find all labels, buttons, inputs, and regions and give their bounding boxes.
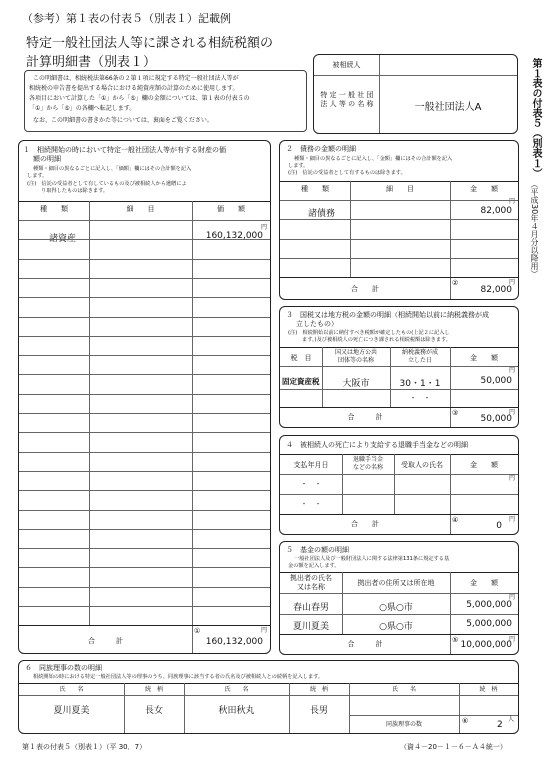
- col-header-body: 団体等の名称: [337, 357, 374, 364]
- section6-directors: [18, 660, 519, 734]
- table-row-line: [19, 374, 270, 375]
- section5-note: 金の額を記入します。: [288, 563, 340, 569]
- intro-line: なお、この明細書の書きかた等については、裏面をご覧ください。: [33, 117, 213, 124]
- section1-total-value: 160,132,000: [205, 637, 263, 647]
- section4-total-label: 合 計: [351, 520, 379, 528]
- director-name: 夏川夏美: [53, 706, 90, 716]
- section3-total-label: 合 計: [347, 413, 383, 421]
- col-header-date: 立した日: [407, 357, 432, 364]
- col-header-tax: 税 目: [290, 354, 312, 362]
- total-mark-5: ⑤: [452, 636, 459, 644]
- col-header-kind: 種 類: [301, 185, 329, 193]
- col-header-detail: 細 目: [126, 205, 155, 213]
- section3-note: (注) 相続開始以前に納付すべき税額が確定したもの(上記２に記入し: [288, 330, 450, 336]
- section6-table: [19, 683, 518, 733]
- total-mark-3: ③: [452, 409, 459, 417]
- col-header-body: 国又は地方公共: [334, 349, 377, 356]
- table-row-line: [19, 567, 270, 568]
- col-header-contributor: 又は名称: [297, 583, 325, 591]
- section3-taxes: [279, 306, 519, 428]
- section1-note: 種類・細目の異なるごとに記入し、「価額」欄にはその合計額を記入: [33, 166, 192, 172]
- unit-label: 円: [261, 224, 268, 231]
- total-mark-4: ④: [452, 516, 459, 524]
- table-row-line: [19, 548, 270, 549]
- table-row-line: [280, 219, 518, 220]
- table-row-line: [19, 297, 270, 298]
- intro-line: 各項目において計算した「①」から「⑤」欄の金額については、第１表の付表５の: [29, 95, 250, 102]
- table-row-line: [19, 432, 270, 433]
- table-row-line: [280, 239, 518, 240]
- contributor-address: ○県○市: [379, 622, 413, 632]
- unit-label: 円: [509, 279, 516, 286]
- table-row-line: [19, 336, 270, 337]
- section1-note: (注) 信託の受益者として有しているもの及び被相続人から遺贈によ: [27, 181, 187, 187]
- section1-total-label: 合 計: [88, 637, 123, 645]
- intro-box: [24, 70, 307, 132]
- col-header-name: 氏 名: [224, 686, 249, 693]
- table-row-line: [19, 510, 270, 511]
- section3-title: ３ 国税又は地方税の金額の明細（相続開始以前に納税義務が成: [286, 311, 489, 319]
- col-header-relation: 続 柄: [144, 686, 163, 693]
- col-header-date: 納税義務が成: [401, 349, 438, 356]
- section3-note: ます。)及び被相続人の死亡につき課される相続税額は除きます。: [302, 337, 451, 343]
- section1-note: します。: [27, 173, 48, 179]
- section2-note: します。: [288, 163, 309, 169]
- side-period-label: （平成30年４月分以降用）: [530, 180, 539, 279]
- contributor-amount: 5,000,000: [466, 600, 512, 610]
- section5-title: ５ 基金の額の明細: [286, 546, 349, 554]
- section5-fund: [279, 541, 519, 655]
- total-mark-1: ①: [194, 627, 201, 635]
- section4-total-value: 0: [496, 521, 502, 531]
- section4-retirement: [279, 435, 519, 535]
- tax-item: 固定資産税: [282, 377, 320, 386]
- unit-label: 円: [509, 367, 516, 374]
- section4-title: ４ 被相続人の死亡により支給する退職手当金などの明細: [286, 441, 468, 449]
- col-header-name: 氏 名: [391, 686, 416, 693]
- empty-date: ・ ・: [409, 394, 431, 402]
- page-header-title: （参考）第１表の付表５（別表１）記載例: [22, 12, 231, 25]
- intro-line: 「①」から「⑤」の各欄へ転記します。: [29, 105, 136, 112]
- unit-label: 円: [261, 627, 268, 634]
- tax-authority: 大阪市: [342, 379, 370, 389]
- section1-note: り取得したものは除きます。: [41, 188, 109, 194]
- section1-title: １ 相続開始の時において特定一般社団法人等が有する財産の価: [23, 146, 226, 154]
- form-title-line1: 特定一般社団法人等に課される相続税額の: [26, 36, 274, 51]
- col-header-amount: 金 額: [470, 579, 498, 587]
- section4-table: [280, 454, 518, 534]
- section5-total-label: 合 計: [347, 640, 383, 648]
- col-header-date: 支払年月日: [293, 461, 329, 469]
- unit-label: 円: [509, 516, 516, 523]
- section3-total-value: 50,000: [480, 414, 512, 424]
- col-header-value: 価 額: [217, 205, 245, 213]
- contributor-name: 春山春男: [292, 603, 329, 613]
- intro-line: 相続税の申告書を提出する場合における純資産額の計算のために使用します。: [29, 85, 239, 92]
- unit-label: 円: [509, 594, 516, 601]
- section2-title: ２ 債務の金額の明細: [286, 145, 356, 153]
- director-count-value: 2: [497, 720, 503, 730]
- section2-total-value: 82,000: [480, 285, 512, 295]
- col-header-name: などの名称: [352, 464, 383, 471]
- table-row-line: [19, 587, 270, 588]
- col-header-relation: 続 柄: [309, 686, 328, 693]
- section5-note: 一般社団法人及び一般財団法人に関する法律第131条に規定する基: [294, 556, 450, 562]
- section2-total-label: 合 計: [351, 285, 379, 293]
- director-relation: 長女: [144, 706, 163, 716]
- debt-kind: 諸債務: [308, 209, 336, 219]
- contributor-amount: 5,000,000: [466, 619, 512, 629]
- empty-date: ・ ・: [300, 480, 322, 488]
- decedent-corp-box: [313, 54, 518, 134]
- section2-note: 種類・細目の異なるごとに記入し、「金額」欄にはその合計額を記入: [294, 156, 453, 162]
- director-relation: 長男: [309, 706, 328, 716]
- col-header-recipient: 受取人の氏名: [401, 461, 443, 469]
- table-row-line: [19, 278, 270, 279]
- table-row-line: [19, 490, 270, 491]
- table-row-line: [19, 413, 270, 414]
- section5-total-value: 10,000,000: [460, 640, 512, 650]
- table-row-line: [19, 355, 270, 356]
- unit-label: 円: [509, 198, 516, 205]
- section3-title: 立したもの）: [296, 320, 338, 328]
- section3-table: [280, 347, 518, 427]
- col-header-name: 氏 名: [59, 686, 84, 693]
- asset-value: 160,132,000: [205, 231, 263, 241]
- col-header-name: 退職手当金: [352, 456, 383, 463]
- total-mark-2: ②: [452, 279, 459, 287]
- corp-name-label: 特 定 一 般 社 団 法 人 等 の 名 称: [320, 91, 374, 108]
- section2-table: [280, 181, 518, 299]
- asset-kind: 諸資産: [49, 234, 77, 244]
- unit-label: 円: [509, 636, 516, 643]
- unit-label: 人: [508, 716, 515, 723]
- section1-table: [19, 201, 270, 653]
- section1-title: 額の明細: [33, 155, 61, 163]
- contributor-address: ○県○市: [379, 603, 413, 613]
- side-form-label: 第１表の付表５（別表１）: [530, 58, 541, 178]
- footer-print-code: （資４－20－１－６－Ａ４統一）: [400, 743, 507, 751]
- decedent-label: 被相続人: [332, 61, 361, 69]
- unit-label: 円: [509, 475, 516, 482]
- footer-form-code: 第１表の付表５（別表１）（平 30．7）: [22, 743, 147, 751]
- section2-note: (注) 信託の受益者として有するものは除きます。: [288, 170, 406, 176]
- section6-title: ６ 同族理事の数の明細: [25, 664, 102, 672]
- col-header-amount: 金 額: [470, 185, 498, 193]
- table-row-line: [19, 239, 270, 240]
- section1-assets: [18, 140, 271, 654]
- section2-debts: [279, 140, 519, 300]
- col-header-contributor: 拠出者の氏名: [290, 574, 332, 582]
- tax-amount: 50,000: [480, 376, 512, 386]
- contributor-name: 夏川夏美: [292, 622, 329, 632]
- intro-line: この明細書は、相続税法第66条の２第１項に規定する特定一般社団法人等が: [33, 75, 239, 82]
- director-name: 秋田秋丸: [218, 706, 255, 716]
- table-row-line: [19, 259, 270, 260]
- section6-note: 相続開始の時における特定一般社団法人等の理事のうち、同族理事に該当する者の氏名及び被相続人との続柄を記入します。: [33, 674, 324, 680]
- table-row-line: [19, 529, 270, 530]
- empty-date: ・ ・: [300, 500, 322, 508]
- table-row-line: [19, 452, 270, 453]
- col-header-amount: 金 額: [470, 354, 498, 362]
- table-row-line: [19, 394, 270, 395]
- tax-date: 30・1・1: [399, 379, 441, 389]
- director-count-label: 同族理事の数: [385, 721, 422, 728]
- table-row-line: [19, 220, 270, 221]
- table-row-line: [19, 471, 270, 472]
- unit-label: 円: [509, 409, 516, 416]
- table-row-line: [280, 258, 518, 259]
- col-header-relation: 続 柄: [479, 686, 498, 693]
- col-header-detail: 細 目: [386, 185, 414, 193]
- table-row-line: [19, 606, 270, 607]
- col-header-address: 拠出者の住所又は所在地: [357, 579, 435, 587]
- table-row-line: [280, 200, 518, 201]
- table-row-line: [19, 317, 270, 318]
- col-header-kind: 種 類: [40, 205, 68, 213]
- total-mark-6: ⑥: [462, 717, 469, 725]
- corp-name-value: 一般社団法人A: [414, 102, 482, 113]
- section5-table: [280, 572, 518, 654]
- form-title-line2: 計算明細書（別表１）: [26, 55, 157, 70]
- col-header-amount: 金 額: [470, 461, 498, 469]
- debt-amount: 82,000: [480, 206, 512, 216]
